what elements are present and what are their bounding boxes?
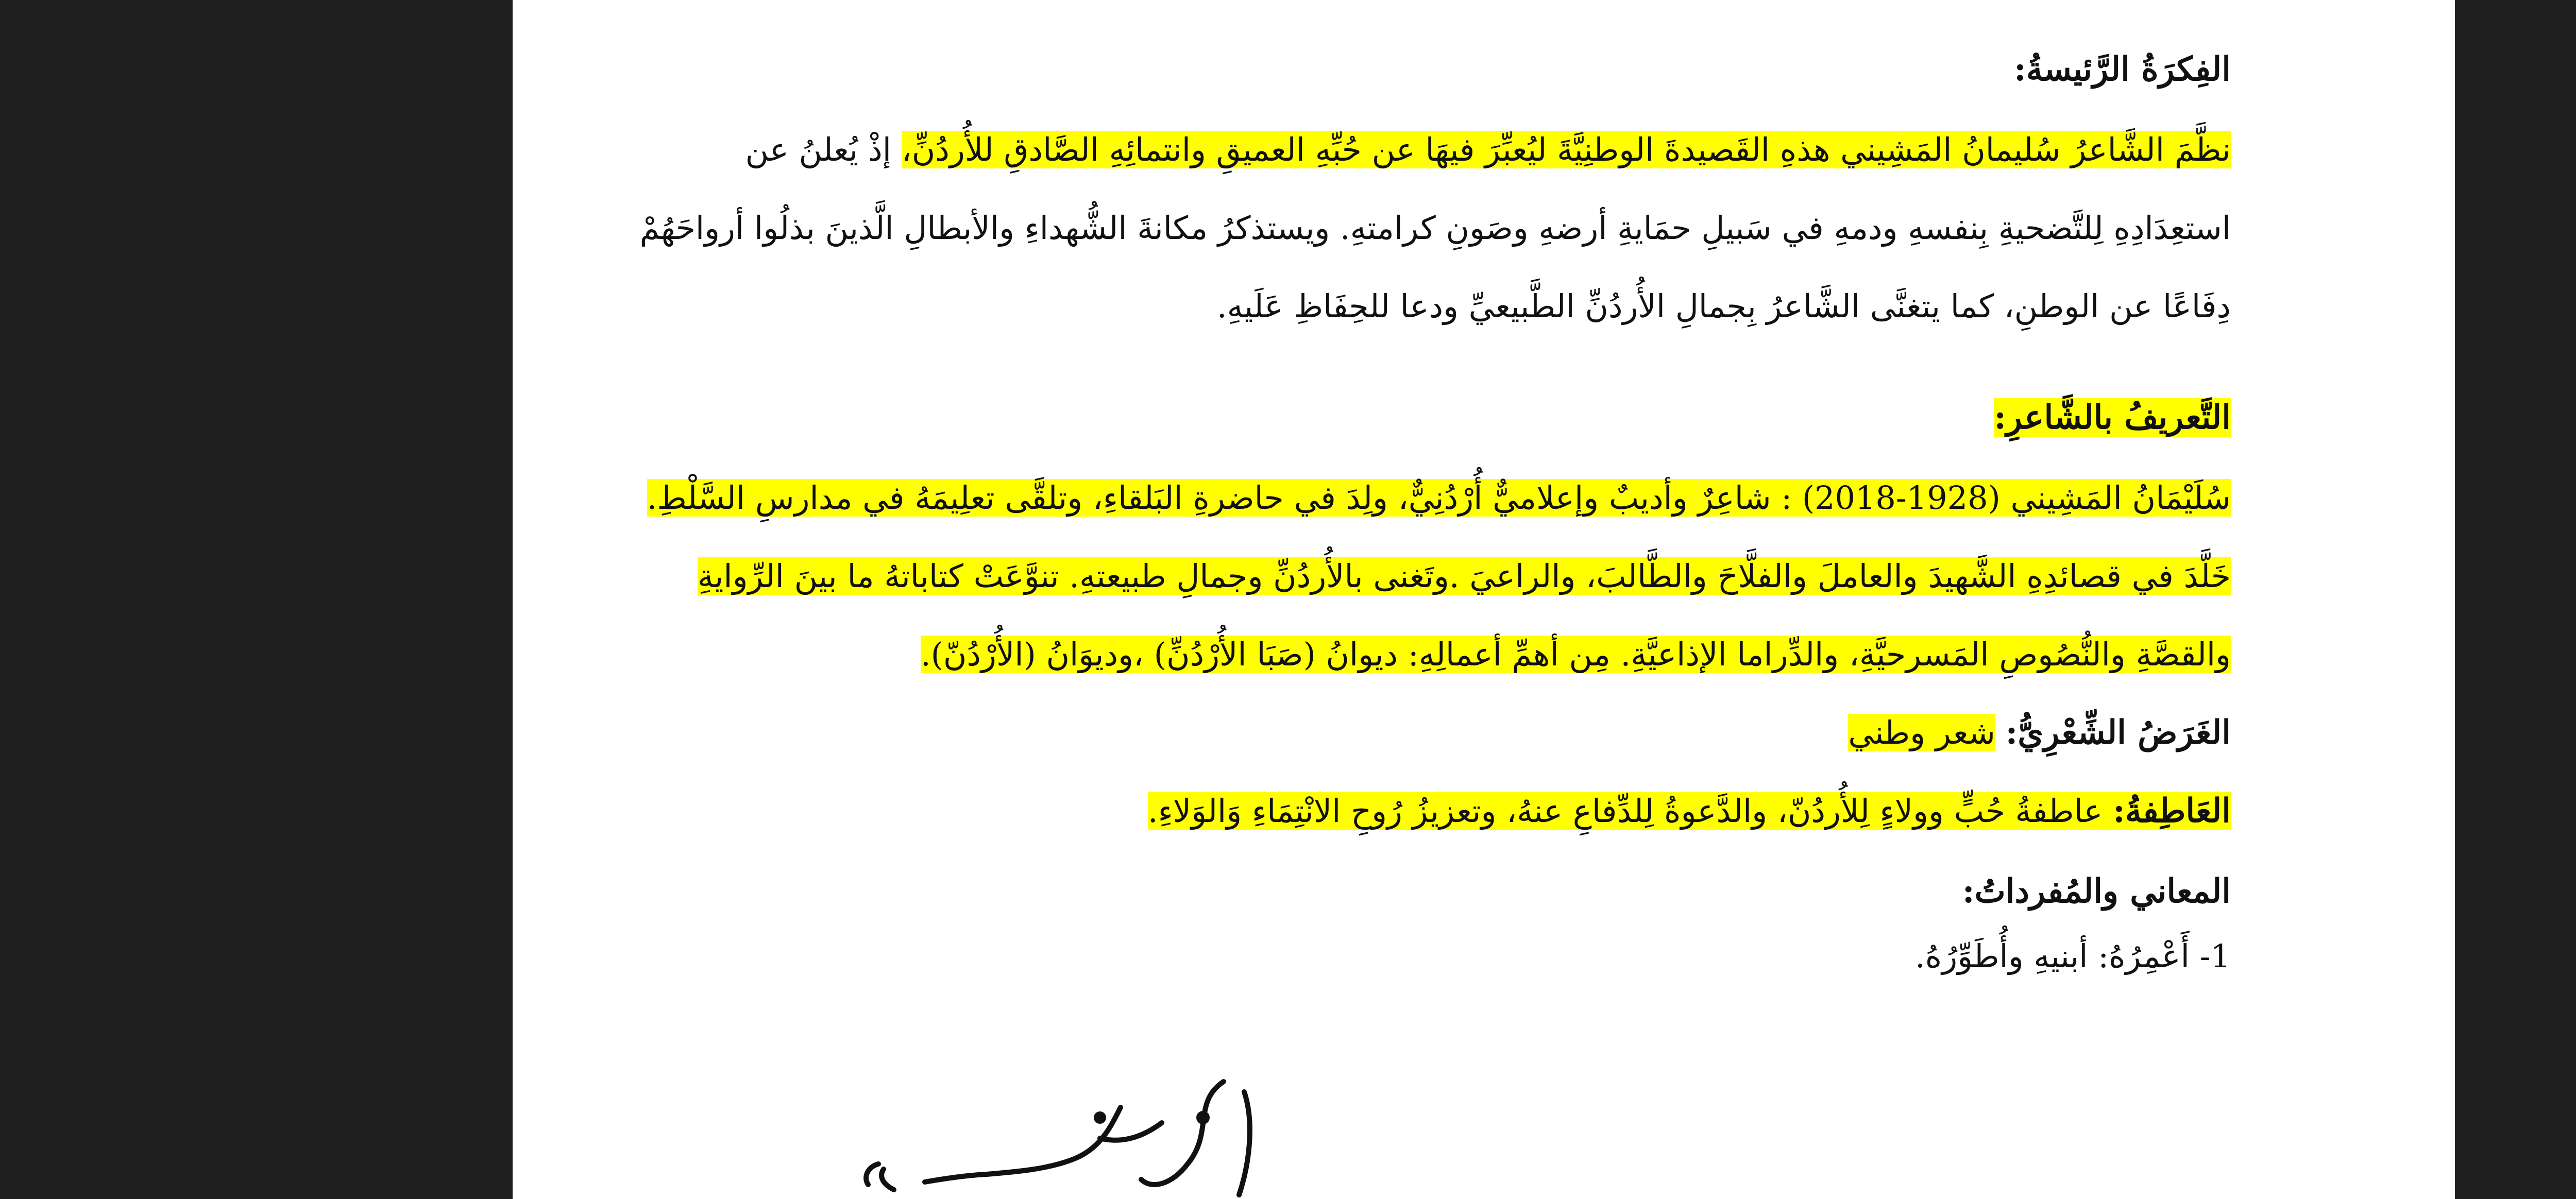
poet-intro-heading-text: التَّعريفُ بالشَّاعرِ: (1994, 398, 2231, 437)
main-idea-heading: الفِكرَةُ الرَّئيسةُ: (2014, 50, 2231, 89)
poetic-purpose-value: شعر وطني (1848, 714, 1995, 751)
emotion-label: العَاطِفةُ: (2113, 792, 2231, 830)
main-idea-highlight: نظَّمَ الشَّاعرُ سُليمانُ المَشِيني هذهِ القَصيدةَ الوطنِيَّةَ ليُعبِّرَ فيهَا عن حُبِّهِ العميقِ وانتمائِهِ الصَّادقِ للأُردُنِّ، (901, 131, 2231, 168)
document-content (634, 44, 2231, 996)
poet-intro-heading (634, 392, 2231, 443)
main-idea-text: إذْ يُعلنُ عن استعِدَادِهِ لِلتَّضحيةِ بِنفسهِ ودمهِ في سَبيلِ حمَايةِ أرضهِ وصَونِ كرامتهِ. ويستذكرُ مكانةَ الشُّهداءِ والأبطالِ الَّذينَ بذلُوا أرواحَهُمْ دِفَاعًا عن الوطنِ، كما يتغنَّى الشَّاعرُ بِجمالِ الأُردُنِّ الطَّبيعيِّ ودعا للحِفَاظِ عَلَيهِ. (639, 131, 2231, 325)
calligraphy-emblem-image (832, 1061, 1296, 1199)
document-page (513, 0, 2455, 1199)
poet-intro-text: سُلَيْمَانُ المَشِيني (1928-2018) : شاعِرٌ وأديبٌ وإعلاميٌّ أُرْدُنِيٌّ، ولِدَ في حاضرةِ البَلقاءِ، وتلقَّى تعلِيمَهُ في مدارسِ السَّلْطِ. خَلَّدَ في قصائدِهِ الشَّهيدَ والعاملَ والفلَّاحَ والطَّالبَ، والراعيَ .وتَغنى بالأُردُنِّ وجمالِ طبيعتهِ. تنوَّعَتْ كتاباتهُ ما بينَ الرِّوايةِ والقصَّةِ والنُّصُوصِ المَسرحيَّةِ، والدِّراما الإذاعيَّةِ. مِن أهمِّ أعمالِهِ: ديوانُ (صَبَا الأُرْدُنِّ) ،وديوَانُ (الأُرْدُنّ). (647, 479, 2231, 673)
main-idea-paragraph (634, 111, 2231, 346)
emotion-line (634, 772, 2231, 850)
emotion-value: عاطفةُ حُبٍّ وولاءٍ لِلأُردُنّ، والدَّعوةُ لِلدِّفاعِ عنهُ، وتعزيزُ رُوحِ الانْتِمَاءِ وَالوَلاءِ. (1147, 792, 2103, 830)
poet-intro-paragraph (634, 459, 2231, 694)
poetic-purpose-line (634, 694, 2231, 772)
vocabulary-item: 1- أَعْمِرُهُ: أبنيهِ وأُطَوِّرُهُ. (1915, 937, 2231, 975)
poetic-purpose-label: الغَرَضُ الشِّعْرِيُّ: (2005, 713, 2231, 752)
vocabulary-heading: المعاني والمُفرداتُ: (1962, 872, 2231, 911)
